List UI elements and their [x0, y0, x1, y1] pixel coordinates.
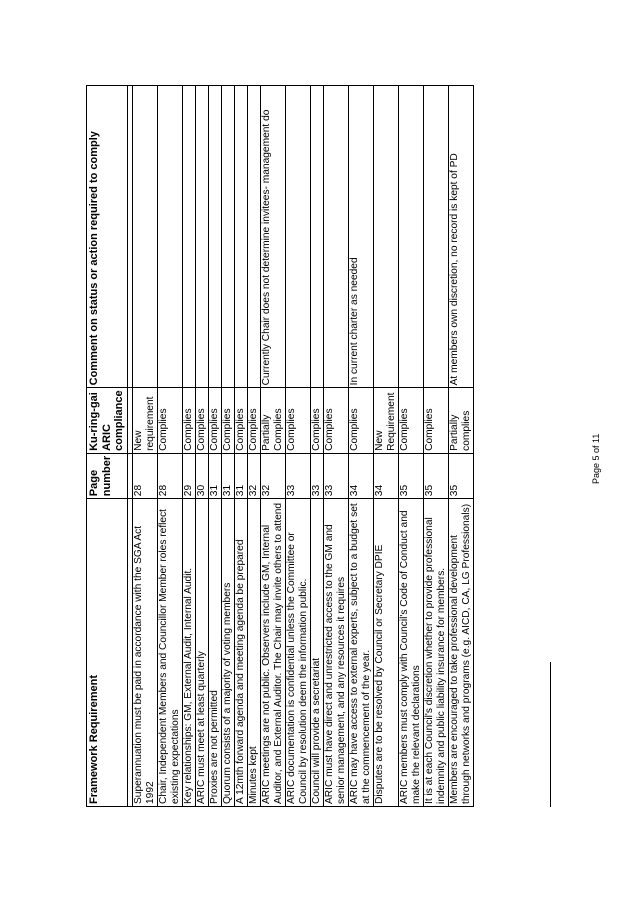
cell-compliance: Complies: [348, 388, 373, 454]
cell-compliance: Complies: [195, 388, 208, 454]
cell-requirement: Minutes kept: [247, 499, 260, 807]
cell-page: 35: [448, 453, 473, 498]
table-row: [348, 86, 373, 807]
table-row: [157, 86, 182, 807]
table-row: [260, 86, 285, 807]
cell-requirement: ARIC documentation is confidential unless the Committee or Council by resolution deem the information public.: [285, 499, 310, 807]
cell-compliance: Complies: [182, 388, 195, 454]
cell-compliance: New requirement: [132, 388, 157, 454]
cell-comment: [195, 86, 208, 388]
cell-comment: [221, 86, 234, 388]
cell-page: 32: [247, 453, 260, 498]
cell-requirement: A 12mth forward agenda and meeting agenda be prepared: [234, 499, 247, 807]
cell-comment: [208, 86, 221, 388]
table-row: [373, 86, 398, 807]
cell-compliance: Complies: [234, 388, 247, 454]
table-header-row: [87, 86, 128, 807]
cell-requirement: ARIC meetings are not public. Observers include GM, Internal Auditor, and External Auditor. The Chair may invite others to attend: [260, 499, 285, 807]
cell-compliance: Complies: [221, 388, 234, 454]
cell-compliance: Complies: [423, 388, 448, 454]
table-row: [234, 86, 247, 807]
cell-page: 28: [132, 453, 157, 498]
table-row: [448, 86, 473, 807]
cell-page: 35: [423, 453, 448, 498]
cell-page: 29: [182, 453, 195, 498]
cell-page: 34: [373, 453, 398, 498]
cell-requirement: Quorum consists of a majority of voting members: [221, 499, 234, 807]
cell-comment: [373, 86, 398, 388]
header-compliance: Ku-ring-gai ARIC compliance: [87, 388, 128, 454]
cell-page: 31: [221, 453, 234, 498]
cell-requirement: ARIC must have direct and unrestricted access to the GM and senior management, and any resources it requires: [323, 499, 348, 807]
header-requirement: Framework Requirement: [87, 499, 128, 807]
cell-comment: At members own discretion, no record is kept of PD: [448, 86, 473, 388]
cell-requirement: Superannuation must be paid in accordance with the SGA Act 1992: [132, 499, 157, 807]
table-row: [398, 86, 423, 807]
page-footer: Page 5 of 11: [591, 433, 601, 484]
table-row: [310, 86, 323, 807]
table-body: [132, 86, 473, 807]
cell-page: 30: [195, 453, 208, 498]
compliance-table: [86, 85, 474, 807]
cell-comment: [234, 86, 247, 388]
cell-page: 35: [398, 453, 423, 498]
cell-comment: In current charter as needed: [348, 86, 373, 388]
cell-comment: [247, 86, 260, 388]
table-row: [208, 86, 221, 807]
table-row: [132, 86, 157, 807]
cell-comment: [398, 86, 423, 388]
cell-compliance: Complies: [310, 388, 323, 454]
cell-page: 34: [348, 453, 373, 498]
cell-requirement: ARIC may have access to external experts, subject to a budget set at the commencement of the year.: [348, 499, 373, 807]
table-row: [182, 86, 195, 807]
cell-requirement: ARIC must meet at least quarterly: [195, 499, 208, 807]
cell-comment: [157, 86, 182, 388]
cell-comment: [423, 86, 448, 388]
cell-comment: [323, 86, 348, 388]
table-row: [221, 86, 234, 807]
cell-compliance: Complies: [323, 388, 348, 454]
cell-requirement: Members are encouraged to take professional development through networks and programs (e.g. AICD, CA, LG Professionals): [448, 499, 473, 807]
cell-compliance: Complies: [247, 388, 260, 454]
cell-compliance: Complies: [398, 388, 423, 454]
cell-comment: [182, 86, 195, 388]
cell-compliance: Partially complies: [448, 388, 473, 454]
cell-compliance: Complies: [285, 388, 310, 454]
cell-compliance: Complies: [208, 388, 221, 454]
cell-comment: [310, 86, 323, 388]
cell-page: 33: [310, 453, 323, 498]
header-comment: Comment on status or action required to comply: [87, 86, 128, 388]
cell-page: 33: [285, 453, 310, 498]
cell-page: 33: [323, 453, 348, 498]
table-row: [247, 86, 260, 807]
cell-requirement: Disputes are to be resolved by Council or Secretary DPIE: [373, 499, 398, 807]
table-row: [423, 86, 448, 807]
cell-requirement: It is at each Council's discretion whether to provide professional indemnity and public liability insurance for members.: [423, 499, 448, 807]
table-row: [195, 86, 208, 807]
cell-page: 31: [234, 453, 247, 498]
cell-requirement: Council will provide a secretariat: [310, 499, 323, 807]
table-row: [323, 86, 348, 807]
header-page: Page number: [87, 453, 128, 498]
cell-requirement: Key relationships: GM, External Audit, Internal Audit.: [182, 499, 195, 807]
table-row: [285, 86, 310, 807]
cell-requirement: Chair, Independent Members and Councillor Member roles reflect existing expectations: [157, 499, 182, 807]
cell-compliance: New Requirement: [373, 388, 398, 454]
cell-page: 32: [260, 453, 285, 498]
cell-page: 28: [157, 453, 182, 498]
cell-compliance: Partially Complies: [260, 388, 285, 454]
cell-requirement: Proxies are not permitted: [208, 499, 221, 807]
cell-comment: [132, 86, 157, 388]
cell-compliance: Complies: [157, 388, 182, 454]
cell-page: 31: [208, 453, 221, 498]
cell-comment: Currently Chair does not determine invitees- management do: [260, 86, 285, 388]
cell-requirement: ARIC members must comply with Council's Code of Conduct and make the relevant declarations: [398, 499, 423, 807]
footnote-rule: [550, 662, 551, 807]
cell-comment: [285, 86, 310, 388]
